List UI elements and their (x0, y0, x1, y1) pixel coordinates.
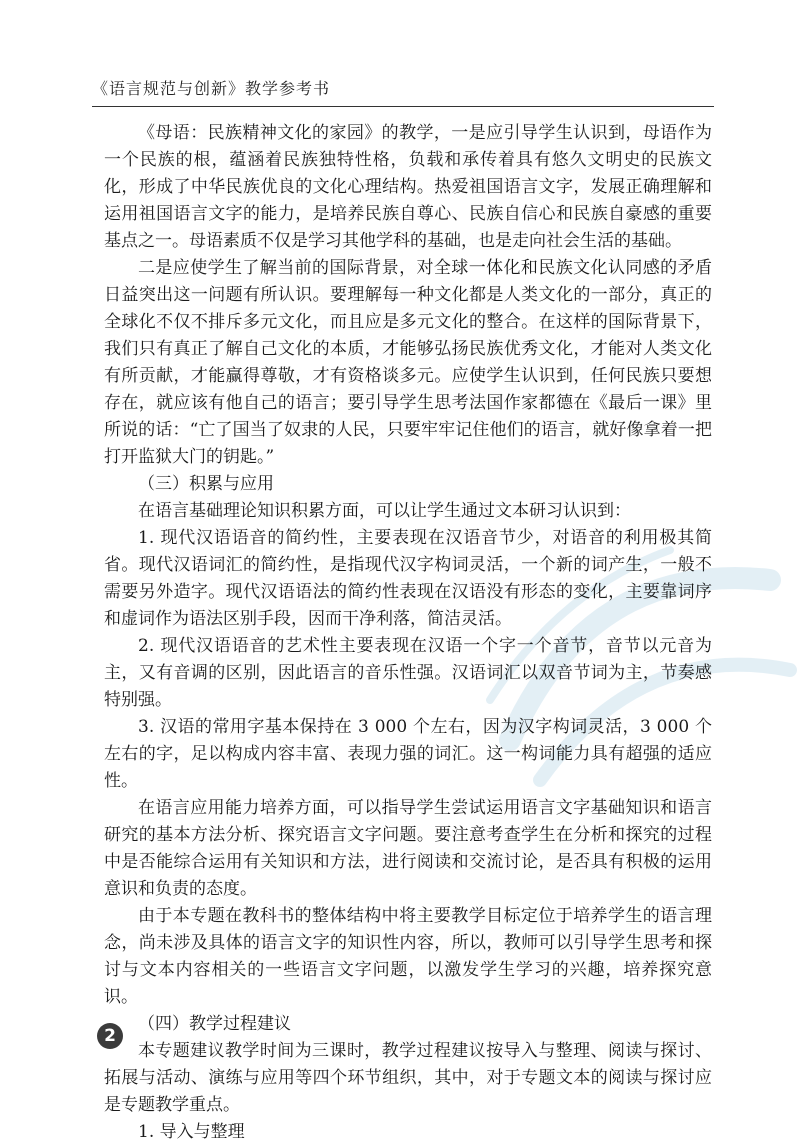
paragraph: 《母语：民族精神文化的家园》的教学，一是应引导学生认识到，母语作为一个民族的根，蕴涵着民族独特性格，负载和承传着具有悠久文明史的民族文化，形成了中华民族优良的文化心理结构。热爱祖国语言文字，发展正确理解和运用祖国语言文字的能力，是培养民族自尊心、民族自信心和民族自豪感的重要基点之一。母语素质不仅是学习其他学科的基础，也是走向社会生活的基础。 (104, 123, 712, 251)
paragraph: 在语言基础理论知识积累方面，可以让学生通过文本研习认识到： (138, 501, 631, 521)
paragraph: 在语言应用能力培养方面，可以指导学生尝试运用语言文字基础知识和语言研究的基本方法分析、探究语言文字问题。要注意考查学生在分析和探究的过程中是否能综合运用有关知识和方法，进行阅读和交流讨论，是否具有积极的运用意识和负责的态度。 (104, 798, 712, 899)
running-header: 《语言规范与创新》教学参考书 (92, 79, 331, 98)
header-rule (92, 106, 714, 107)
page-number-badge: 2 (97, 1023, 123, 1049)
list-item: 3. 汉语的常用字基本保持在 3 000 个左右，因为汉字构词灵活，3 000 个左右的字，足以构成内容丰富、表现力强的词汇。这一构词能力具有超强的适应性。 (104, 717, 712, 791)
section-heading: （三）积累与应用 (138, 474, 274, 494)
list-item: 2. 现代汉语语音的艺术性主要表现在汉语一个字一个音节，音节以元音为主，又有音调的区别，因此语言的音乐性强。汉语词汇以双音节词为主，节奏感特别强。 (104, 636, 712, 710)
list-item: 1. 现代汉语语音的简约性，主要表现在汉语音节少，对语音的利用极其简省。现代汉语词汇的简约性，是指现代汉字构词灵活，一个新的词产生，一般不需要另外造字。现代汉语语法的简约性表现在汉语没有形态的变化，主要靠词序和虚词作为语法区别手段，因而干净利落，简洁灵活。 (104, 528, 712, 629)
paragraph: 由于本专题在教科书的整体结构中将主要教学目标定位于培养学生的语言理念，尚未涉及具体的语言文字的知识性内容，所以，教师可以引导学生思考和探讨与文本内容相关的一些语言文字问题，以激发学生学习的兴趣，培养探究意识。 (104, 906, 712, 1007)
body-text (104, 120, 712, 1146)
paragraph: 二是应使学生了解当前的国际背景，对全球一体化和民族文化认同感的矛盾日益突出这一问题有所认识。要理解每一种文化都是人类文化的一部分，真正的全球化不仅不排斥多元文化，而且应是多元文化的整合。在这样的国际背景下，我们只有真正了解自己文化的本质，才能够弘扬民族优秀文化，才能对人类文化有所贡献，才能赢得尊敬，才有资格谈多元。应使学生认识到，任何民族只要想存在，就应该有他自己的语言；要引导学生思考法国作家都德在《最后一课》里所说的话：“亡了国当了奴隶的人民，只要牢牢记住他们的语言，就好像拿着一把打开监狱大门的钥匙。” (104, 258, 712, 467)
list-item: 1. 导入与整理 (138, 1122, 245, 1142)
paragraph: 本专题建议教学时间为三课时，教学过程建议按导入与整理、阅读与探讨、拓展与活动、演练与应用等四个环节组织，其中，对于专题文本的阅读与探讨应是专题教学重点。 (104, 1041, 712, 1115)
section-heading: （四）教学过程建议 (138, 1014, 291, 1034)
